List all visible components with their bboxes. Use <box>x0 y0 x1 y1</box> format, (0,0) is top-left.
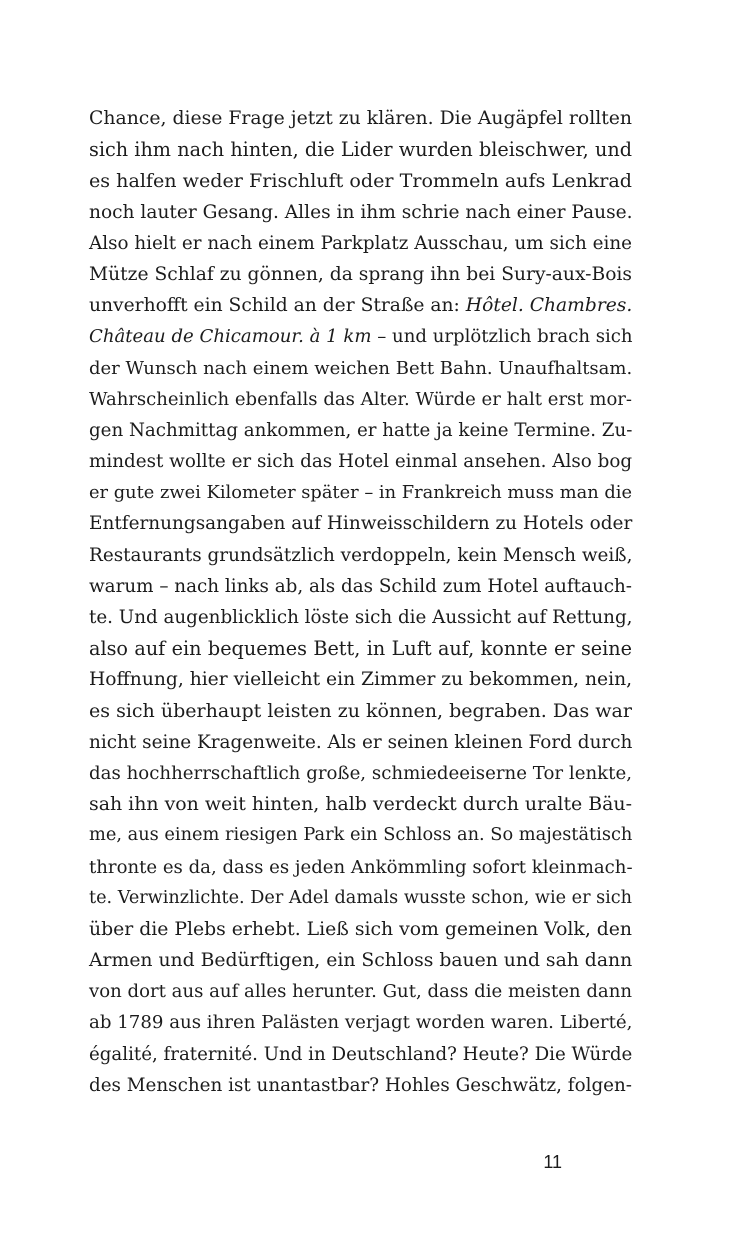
text-segment: Entfernungsangaben auf Hinweisschildern zu Hotels oder <box>89 513 633 535</box>
text-line <box>89 1039 632 1070</box>
text-line <box>89 883 632 914</box>
text-segment: thronte es da, dass es jeden Ankömmling sofort kleinmach- <box>89 856 633 878</box>
text-line <box>89 259 632 290</box>
text-line <box>89 664 632 695</box>
text-line <box>89 197 632 228</box>
text-segment: Mütze Schlaf zu gönnen, da sprang ihn bei Sury-aux-Bois <box>89 263 632 285</box>
text-line <box>89 914 632 945</box>
text-segment: me, aus einem riesigen Park ein Schloss an. So majestätisch <box>89 825 633 846</box>
text-line <box>89 696 632 727</box>
text-segment: Hoffnung, hier vielleicht ein Zimmer zu bekommen, nein, <box>89 669 633 691</box>
text-line <box>89 228 632 259</box>
text-line <box>89 945 632 976</box>
text-line <box>89 321 632 352</box>
text-line <box>89 1007 632 1038</box>
text-line <box>89 602 632 633</box>
text-line <box>89 852 632 883</box>
text-segment: noch lauter Gesang. Alles in ihm schrie nach einer Pause. <box>89 201 633 223</box>
text-segment: égalité, fraternité. Und in Deutschland? Heute? Die Würde <box>89 1043 633 1065</box>
text-line <box>89 820 632 851</box>
text-segment: er gute zwei Kilometer später – in Frankreich muss man die <box>89 482 632 504</box>
text-line <box>89 134 632 165</box>
text-line <box>89 103 632 134</box>
text-line <box>89 415 632 446</box>
text-segment: unverhofft ein Schild an der Straße an: <box>89 295 466 317</box>
text-line <box>89 477 632 508</box>
text-line <box>89 789 632 820</box>
text-line <box>89 353 632 384</box>
text-segment: sich ihm nach hinten, die Lider wurden bleischwer, und <box>89 138 632 162</box>
text-line <box>89 976 632 1007</box>
text-segment: Also hielt er nach einem Parkplatz Ausschau, um sich eine <box>89 232 632 254</box>
text-line <box>89 633 632 664</box>
text-line <box>89 446 632 477</box>
text-segment: es sich überhaupt leisten zu können, begraben. Das war <box>89 699 632 722</box>
text-segment: sah ihn von weit hinten, halb verdeckt durch uralte Bäu- <box>89 793 632 816</box>
text-segment: te. Verwinzlichte. Der Adel damals wusste schon, wie er sich <box>89 887 633 908</box>
text-segment: Armen und Bedürftigen, ein Schloss bauen und sah dann <box>89 950 633 972</box>
text-line <box>89 727 632 758</box>
page-number: 11 <box>543 1152 562 1172</box>
text-segment: te. Und augenblicklich löste sich die Aussicht auf Rettung, <box>89 607 633 628</box>
text-segment: der Wunsch nach einem weichen Bett Bahn. Unaufhaltsam. <box>89 357 633 379</box>
text-segment: Wahrscheinlich ebenfalls das Alter. Würde er halt erst mor- <box>89 388 632 410</box>
text-line <box>89 384 632 415</box>
text-segment: ab 1789 aus ihren Palästen verjagt worden waren. Liberté, <box>89 1012 633 1034</box>
text-line <box>89 508 632 539</box>
body-text <box>89 103 632 1101</box>
text-segment: gen Nachmittag ankommen, er hatte ja keine Termine. Zu- <box>89 419 633 441</box>
text-segment: Restaurants grundsätzlich verdoppeln, kein Mensch weiß, <box>89 544 633 566</box>
text-line <box>89 540 632 571</box>
text-segment: – und urplötzlich brach sich <box>371 326 633 348</box>
text-segment: von dort aus auf alles herunter. Gut, dass die meisten dann <box>89 981 632 1003</box>
text-segment: des Menschen ist unantastbar? Hohles Geschwätz, folgen- <box>89 1074 632 1096</box>
text-segment: also auf ein bequemes Bett, in Luft auf, konnte er seine <box>89 637 632 661</box>
text-line <box>89 571 632 602</box>
text-segment: über die Plebs erhebt. Ließ sich vom gemeinen Volk, den <box>89 918 633 940</box>
text-line <box>89 758 632 789</box>
text-segment: Chance, diese Frage jetzt zu klären. Die Augäpfel rollten <box>89 108 632 129</box>
text-segment: das hochherrschaftlich große, schmiedeeiserne Tor lenkte, <box>89 762 632 784</box>
text-segment: nicht seine Kragenweite. Als er seinen kleinen Ford durch <box>89 731 633 753</box>
italic-segment: Hôtel. Chambres. <box>465 295 633 317</box>
text-segment: warum – nach links ab, als das Schild zum Hotel auftauch- <box>89 575 632 597</box>
text-line <box>89 290 632 321</box>
text-line <box>89 165 632 196</box>
text-line <box>89 1070 632 1101</box>
italic-segment: Château de Chicamour. à 1 km <box>89 326 372 348</box>
text-segment: es halfen weder Frischluft oder Trommeln aufs Lenkrad <box>89 169 632 193</box>
text-segment: mindest wollte er sich das Hotel einmal ansehen. Also bog <box>89 451 633 473</box>
